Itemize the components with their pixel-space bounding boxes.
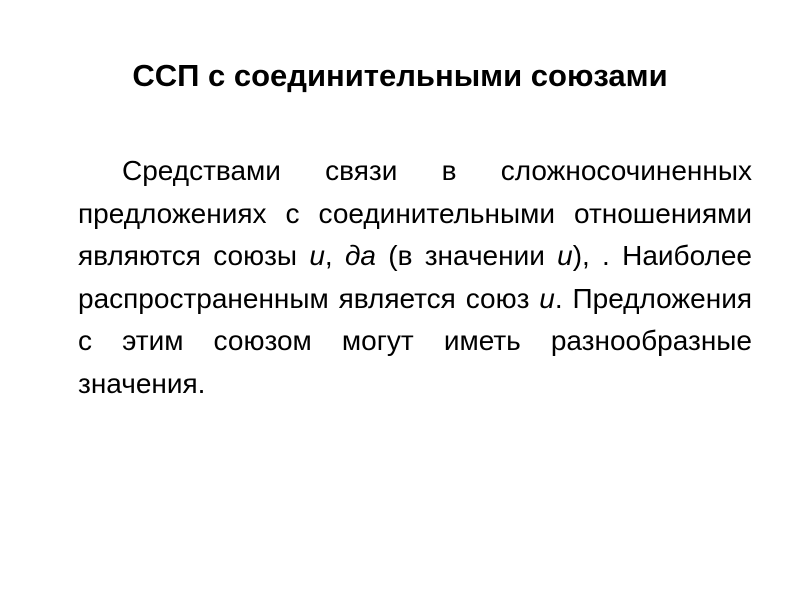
paragraph-text-2: , (324, 240, 345, 271)
conjunction-i-3: и (539, 282, 555, 314)
paragraph-text-1: Средствами связи в сложносочиненных предложениях с соединительными отношениями являются союзы (78, 155, 752, 271)
body-paragraph (78, 150, 752, 405)
paragraph-text-5: . Предложения с этим союзом могут иметь разнообразные значения. (78, 282, 752, 399)
conjunction-i-2: и (557, 240, 573, 271)
slide-title: ССП с соединительными союзами (132, 58, 668, 93)
conjunction-da: да (344, 240, 376, 271)
paragraph-text-3: (в значении (376, 240, 558, 271)
paragraph-text-4: ), . Наиболее распространенным является союз (78, 240, 753, 314)
conjunction-i-1: и (309, 240, 325, 271)
